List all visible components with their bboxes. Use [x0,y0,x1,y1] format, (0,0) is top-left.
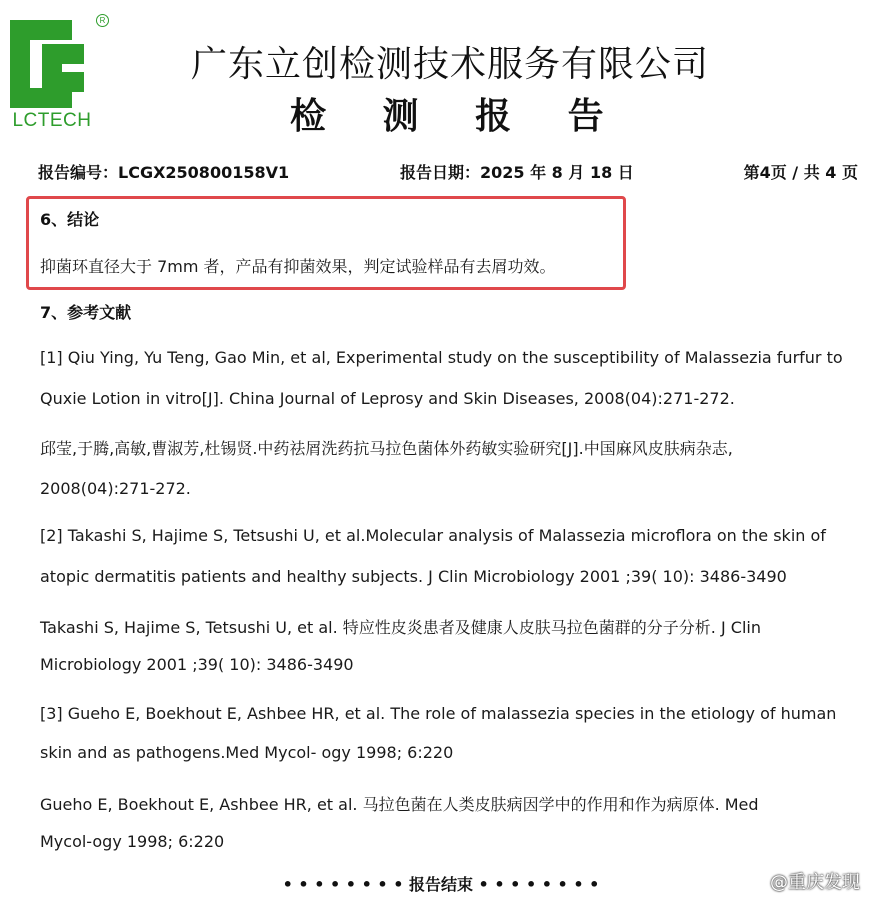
report-number: 报告编号：LCGX250800158V1 [38,163,290,182]
page-info: 第4页 / 共 4 页 [743,163,858,182]
reference-line: Quxie Lotion in vitro[J]. China Journal of Leprosy and Skin Diseases, 2008(04):271-272. [40,389,735,408]
report-title: 检 测 报 告 [290,96,626,137]
reference-line: [2] Takashi S, Hajime S, Tetsushi U, et al.Molecular analysis of Malassezia microflora on the skin of [40,526,826,545]
watermark: @重庆发现 [770,872,860,893]
company-name: 广东立创检测技术服务有限公司 [190,44,709,85]
reference-line: Gueho E, Boekhout E, Ashbee HR, et al. 马拉色菌在人类皮肤病因学中的作用和作为病原体. Med [40,795,759,814]
report-date: 报告日期：2025 年 8 月 18 日 [400,163,634,182]
registered-mark-icon: R [96,14,109,27]
conclusion-text: 抑菌环直径大于 7mm 者，产品有抑菌效果，判定试验样品有去屑功效。 [40,257,556,276]
company-logo [10,14,120,134]
reference-line: 邱莹,于腾,高敏,曹淑芳,杜锡贤.中药祛屑洗药抗马拉色菌体外药敏实验研究[J].中国麻风皮肤病杂志, [40,439,733,458]
report-end-marker: • • • • • • • • 报告结束 • • • • • • • • [282,875,600,894]
reference-line: skin and as pathogens.Med Mycol- ogy 1998; 6:220 [40,743,454,762]
reference-line: 2008(04):271-272. [40,479,191,498]
reference-line: Mycol-ogy 1998; 6:220 [40,832,225,851]
reference-line: [3] Gueho E, Boekhout E, Ashbee HR, et al. The role of malassezia species in the etiology of human [40,704,837,723]
conclusion-heading: 6、结论 [40,210,100,229]
references-heading: 7、参考文献 [40,303,132,322]
reference-line: atopic dermatitis patients and healthy subjects. J Clin Microbiology 2001 ;39( 10): 3486-3490 [40,567,787,586]
reference-line: [1] Qiu Ying, Yu Teng, Gao Min, et al, Experimental study on the susceptibility of Malassezia furfur to [40,348,843,367]
reference-line: Microbiology 2001 ;39( 10): 3486-3490 [40,655,354,674]
logo-text: LCTECH [12,110,92,131]
reference-line: Takashi S, Hajime S, Tetsushi U, et al. 特应性皮炎患者及健康人皮肤马拉色菌群的分子分析. J Clin [40,618,761,637]
lctech-logo-icon [10,20,94,108]
